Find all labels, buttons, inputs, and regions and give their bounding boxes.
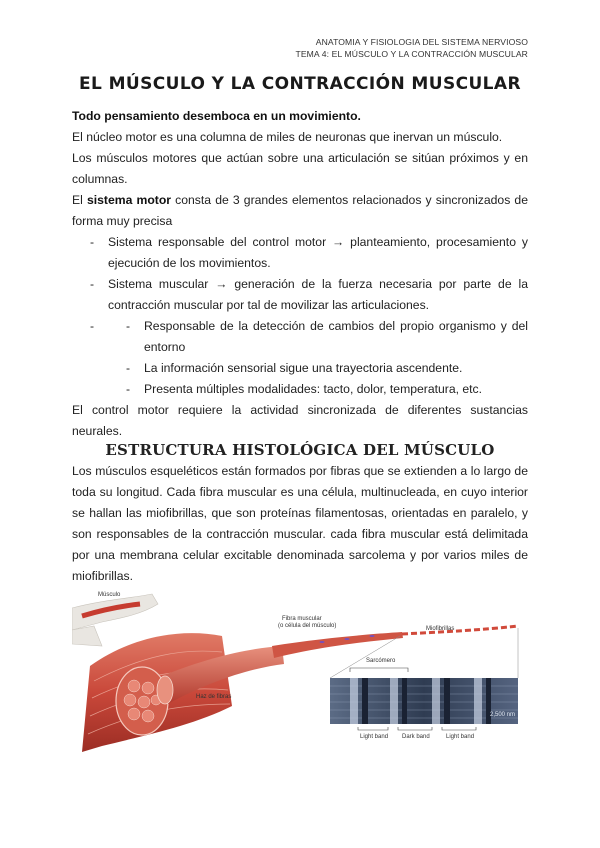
label-fibra-2: (o célula del músculo) bbox=[278, 623, 337, 629]
paragraph-3 bbox=[72, 190, 528, 232]
section-title: ESTRUCTURA HISTOLÓGICA DEL MÚSCULO bbox=[105, 441, 495, 459]
label-musculo: Músculo bbox=[98, 592, 121, 598]
page-header bbox=[295, 36, 528, 60]
list-item: - Sistema muscular → generación de la fuerza necesaria por parte de la contracción muscular por tal de movilizar las articulaciones. bbox=[90, 274, 528, 316]
section-paragraph: Los músculos esqueléticos están formados por fibras que se extienden a lo largo de toda su longitud. Cada fibra muscular es una célula, multinucleada, en cuyo interior se hallan las miofibrillas, que son proteínas filamentosas, orientadas en paralelo, y son responsables de la contracción muscular. cada fibra muscular está delimitada por una membrana celular excitable denominada sarcolema y por varios miles de miofibrillas. bbox=[72, 464, 528, 583]
p3-post: consta de 3 grandes elementos relacionados y sincronizados de forma muy precisa bbox=[72, 193, 528, 228]
list-item: - Sistema responsable del control motor → planteamiento, procesamiento y ejecución de los movimientos. bbox=[90, 232, 528, 274]
arm-outline bbox=[72, 594, 158, 630]
label-dark-band: Dark band bbox=[402, 734, 430, 740]
p3-bold: sistema motor bbox=[86, 193, 172, 207]
muscle-fiber bbox=[272, 632, 403, 658]
header-subject: ANATOMIA Y FISIOLOGIA DEL SISTEMA NERVIOSO bbox=[315, 37, 528, 47]
sensory-list bbox=[126, 316, 528, 400]
label-light-band-2: Light band bbox=[446, 734, 475, 740]
lead-bold: Todo pensamiento desemboca en un movimiento. bbox=[72, 109, 361, 123]
sub-list-container bbox=[90, 316, 528, 400]
sarcomere-bracket bbox=[350, 668, 408, 672]
muscle-illustration bbox=[72, 586, 528, 752]
label-sarcomero: Sarcómero bbox=[366, 658, 396, 664]
label-light-band-1: Light band bbox=[360, 734, 389, 740]
muscle-structure-figure bbox=[72, 586, 528, 752]
p3-pre: El bbox=[72, 193, 87, 207]
label-miofibrillas: Miofibrillas bbox=[426, 626, 455, 632]
label-scale: 2,500 nm bbox=[490, 712, 516, 718]
paragraph-2: Los músculos motores que actúan sobre una articulación se sitúan próximos y en columnas. bbox=[72, 151, 528, 186]
list-item: - - Responsable de la detección de cambios del propio organismo y del entorno bbox=[126, 316, 528, 358]
myofibril bbox=[402, 626, 518, 634]
motor-elements-list bbox=[90, 232, 528, 316]
label-haz-fibras: Haz de fibras bbox=[196, 694, 232, 700]
lead-sentence bbox=[72, 106, 528, 127]
list-item: - La información sensorial sigue una trayectoria ascendente. bbox=[126, 358, 528, 379]
list-item: - Presenta múltiples modalidades: tacto, dolor, temperatura, etc. bbox=[126, 379, 528, 400]
sub-list-wrapper bbox=[90, 316, 528, 400]
label-fibra-1: Fibra muscular bbox=[282, 616, 322, 622]
closing-paragraph: El control motor requiere la actividad sincronizada de diferentes sustancias neurales. bbox=[72, 403, 528, 438]
paragraph-1: El núcleo motor es una columna de miles de neuronas que inervan un músculo. bbox=[72, 130, 503, 144]
arm-shape bbox=[72, 626, 102, 646]
page-title: EL MÚSCULO Y LA CONTRACCIÓN MUSCULAR bbox=[79, 74, 521, 94]
header-topic: TEMA 4: EL MÚSCULO Y LA CONTRACCIÓN MUSCULAR bbox=[295, 49, 528, 59]
intro-section bbox=[72, 106, 528, 442]
